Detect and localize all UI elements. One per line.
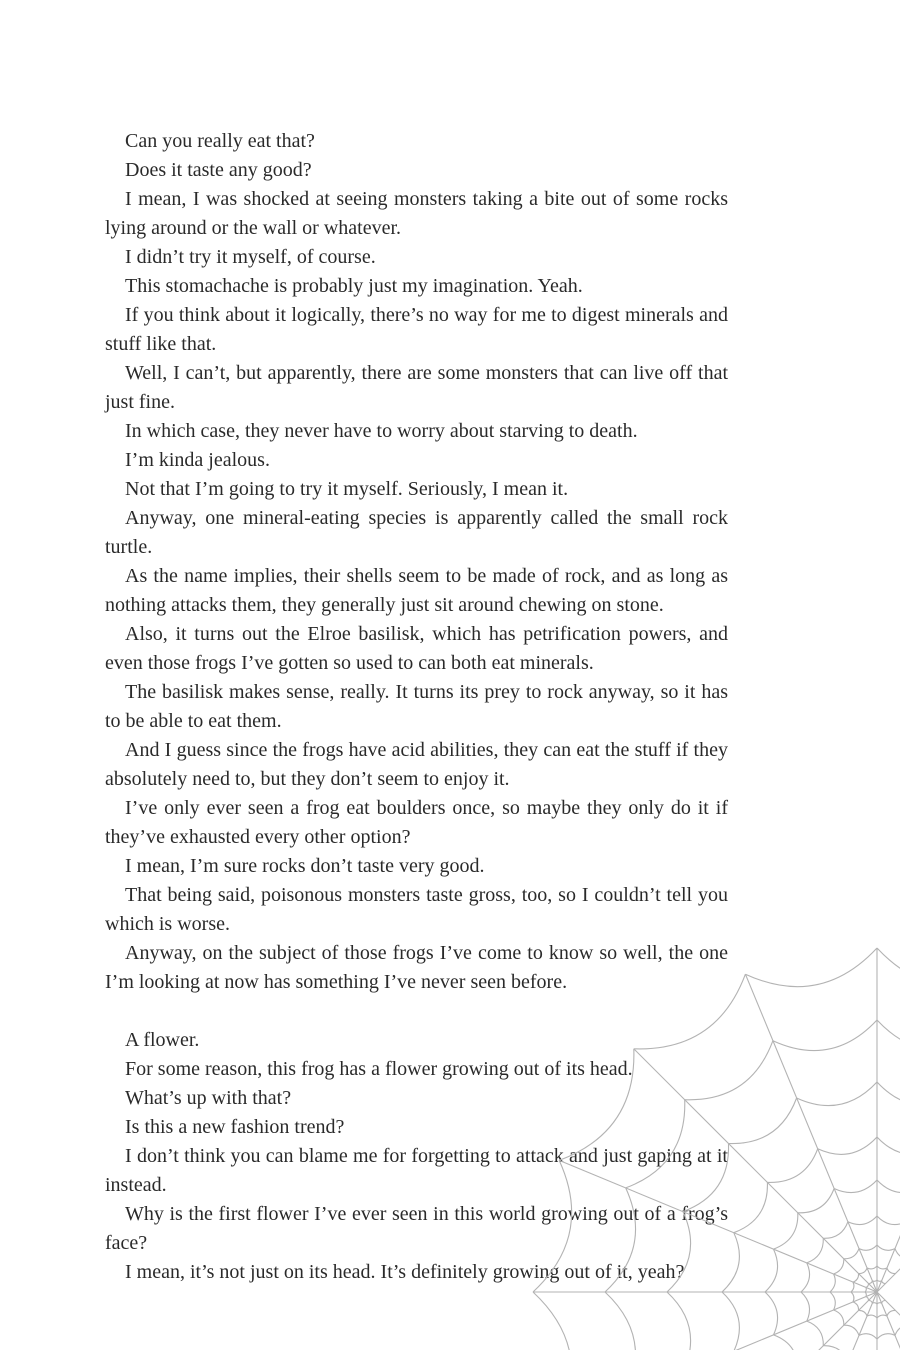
- spiderweb-thread: [765, 1292, 778, 1335]
- spiderweb-thread: [634, 1292, 877, 1350]
- spiderweb-thread: [801, 1292, 810, 1321]
- spiderweb-thread: [877, 1334, 895, 1339]
- spiderweb-thread: [865, 1292, 866, 1297]
- paragraph: This stomachache is probably just my imagination. Yeah.: [125, 275, 583, 297]
- spiderweb-thread: [882, 1300, 886, 1303]
- spiderweb-thread: [877, 1020, 900, 1051]
- paragraph: I don’t think you can blame me for forgetting to attack and just gaping at it instead.: [105, 1145, 728, 1196]
- spiderweb-thread: [887, 1268, 896, 1274]
- paragraph: I didn’t try it myself, of course.: [125, 246, 376, 268]
- spiderweb-thread: [830, 1292, 835, 1310]
- spiderweb-thread: [830, 1274, 835, 1292]
- paragraph: I’m kinda jealous.: [125, 449, 270, 471]
- spiderweb-thread: [667, 1292, 691, 1350]
- spiderweb-thread: [745, 948, 877, 987]
- spiderweb-thread: [869, 1300, 873, 1303]
- spiderweb-thread: [807, 1321, 824, 1346]
- spiderweb-thread: [859, 1245, 877, 1250]
- paragraph: Does it taste any good?: [125, 159, 312, 181]
- text-section: [105, 127, 728, 997]
- spiderweb-thread: [765, 1249, 778, 1292]
- spiderweb-thread: [877, 1216, 900, 1225]
- spiderweb-thread: [882, 1281, 886, 1284]
- page-text: [105, 127, 728, 1287]
- spiderweb-thread: [807, 1238, 824, 1263]
- spiderweb-thread: [865, 1287, 866, 1292]
- spiderweb-thread: [866, 1297, 869, 1301]
- paragraph: Anyway, one mineral-eating species is apparently called the small rock turtle.: [105, 507, 728, 558]
- spiderweb-thread: [877, 1315, 887, 1318]
- spiderweb-thread: [834, 1259, 844, 1274]
- spiderweb-thread: [848, 1216, 877, 1225]
- spiderweb-thread: [877, 1245, 895, 1250]
- spiderweb-thread: [797, 1082, 877, 1106]
- spiderweb-thread: [877, 1049, 900, 1292]
- spiderweb-thread: [851, 1292, 854, 1302]
- paragraph: Why is the first flower I’ve ever seen in this world growing out of a frog’s face?: [105, 1203, 728, 1254]
- spiderweb-thread: [851, 1282, 854, 1292]
- paragraph: I mean, it’s not just on its head. It’s definitely growing out of it, yeah?: [125, 1261, 685, 1283]
- spiderweb-thread: [877, 1180, 900, 1193]
- paragraph: In which case, they never have to worry about starving to death.: [125, 420, 638, 442]
- spiderweb-thread: [767, 1149, 817, 1183]
- paragraph: Is this a new fashion trend?: [125, 1116, 345, 1138]
- spiderweb-thread: [734, 1182, 768, 1232]
- paragraph: What’s up with that?: [125, 1087, 292, 1109]
- spiderweb-thread: [859, 1310, 868, 1316]
- spiderweb-thread: [823, 1222, 848, 1239]
- spiderweb-thread: [834, 1180, 877, 1193]
- spiderweb-thread: [872, 1303, 877, 1304]
- paragraph: I’ve only ever seen a frog eat boulders once, so maybe they only do it if they’ve exhausted every other option?: [105, 797, 728, 848]
- paragraph: And I guess since the frogs have acid abilities, they can eat the stuff if they absolutely need to, but they don’t seem to enjoy it.: [105, 739, 728, 790]
- spiderweb-thread: [853, 1274, 859, 1283]
- spiderweb-thread: [877, 1082, 900, 1106]
- paragraph: I mean, I was shocked at seeing monsters taking a bite out of some rocks lying around or the wall or whatever.: [105, 188, 728, 239]
- spiderweb-thread: [853, 1302, 859, 1311]
- spiderweb-thread: [877, 974, 900, 1292]
- spiderweb-thread: [559, 1292, 877, 1350]
- spiderweb-thread: [877, 948, 900, 987]
- spiderweb-thread: [859, 1334, 877, 1339]
- spiderweb-thread: [867, 1315, 877, 1318]
- spiderweb-thread: [877, 1303, 882, 1304]
- spiderweb-thread: [818, 1137, 877, 1154]
- spiderweb-thread: [869, 1281, 873, 1284]
- text-section: [105, 1026, 728, 1287]
- spiderweb-thread: [774, 1213, 798, 1249]
- spiderweb-thread: [877, 1292, 900, 1350]
- paragraph: If you think about it logically, there’s no way for me to digest minerals and stuff like that.: [105, 304, 728, 355]
- spiderweb-thread: [877, 1137, 900, 1154]
- paragraph: A flower.: [125, 1029, 200, 1051]
- paragraph: As the name implies, their shells seem to be made of rock, and as long as nothing attacks them, they generally just sit around chewing on stone.: [105, 565, 728, 616]
- spiderweb-thread: [872, 1280, 877, 1281]
- spiderweb-thread: [774, 1335, 798, 1350]
- paragraph: Anyway, on the subject of those frogs I’ve come to know so well, the one I’m looking at now has something I’ve never seen before.: [105, 942, 728, 993]
- spiderweb-thread: [867, 1266, 877, 1269]
- spiderweb-thread: [798, 1189, 834, 1213]
- spiderweb-thread: [834, 1310, 844, 1325]
- spiderweb-thread: [773, 1020, 877, 1051]
- paragraph: That being said, poisonous monsters taste gross, too, so I couldn’t tell you which is worse.: [105, 884, 728, 935]
- spiderweb-thread: [729, 1098, 797, 1144]
- spiderweb-thread: [533, 1292, 572, 1350]
- spiderweb-thread: [745, 1292, 877, 1350]
- paragraph: The basilisk makes sense, really. It turns its prey to rock anyway, so it has to be able to eat them.: [105, 681, 728, 732]
- spiderweb-thread: [895, 1249, 900, 1259]
- spiderweb-thread: [866, 1284, 869, 1288]
- paragraph: Also, it turns out the Elroe basilisk, which has petrification powers, and even those frogs I’ve gotten so used to can both eat minerals.: [105, 623, 728, 674]
- paragraph: Not that I’m going to try it myself. Seriously, I mean it.: [125, 478, 569, 500]
- spiderweb-thread: [887, 1310, 896, 1316]
- spiderweb-thread: [722, 1292, 739, 1350]
- paragraph: I mean, I’m sure rocks don’t taste very good.: [125, 855, 485, 877]
- spiderweb-thread: [877, 1292, 900, 1350]
- paragraph: Well, I can’t, but apparently, there are some monsters that can live off that just fine.: [105, 362, 728, 413]
- spiderweb-thread: [801, 1263, 810, 1292]
- spiderweb-thread: [844, 1249, 859, 1259]
- spiderweb-thread: [895, 1325, 900, 1335]
- paragraph: For some reason, this frog has a flower growing out of its head.: [125, 1058, 633, 1080]
- spiderweb-thread: [605, 1292, 636, 1350]
- spiderweb-thread: [745, 974, 877, 1292]
- spiderweb-thread: [859, 1268, 868, 1274]
- spiderweb-thread: [877, 1280, 882, 1281]
- paragraph: Can you really eat that?: [125, 130, 315, 152]
- spiderweb-thread: [844, 1325, 859, 1335]
- spiderweb-thread: [877, 1266, 887, 1269]
- spiderweb-thread: [823, 1346, 848, 1350]
